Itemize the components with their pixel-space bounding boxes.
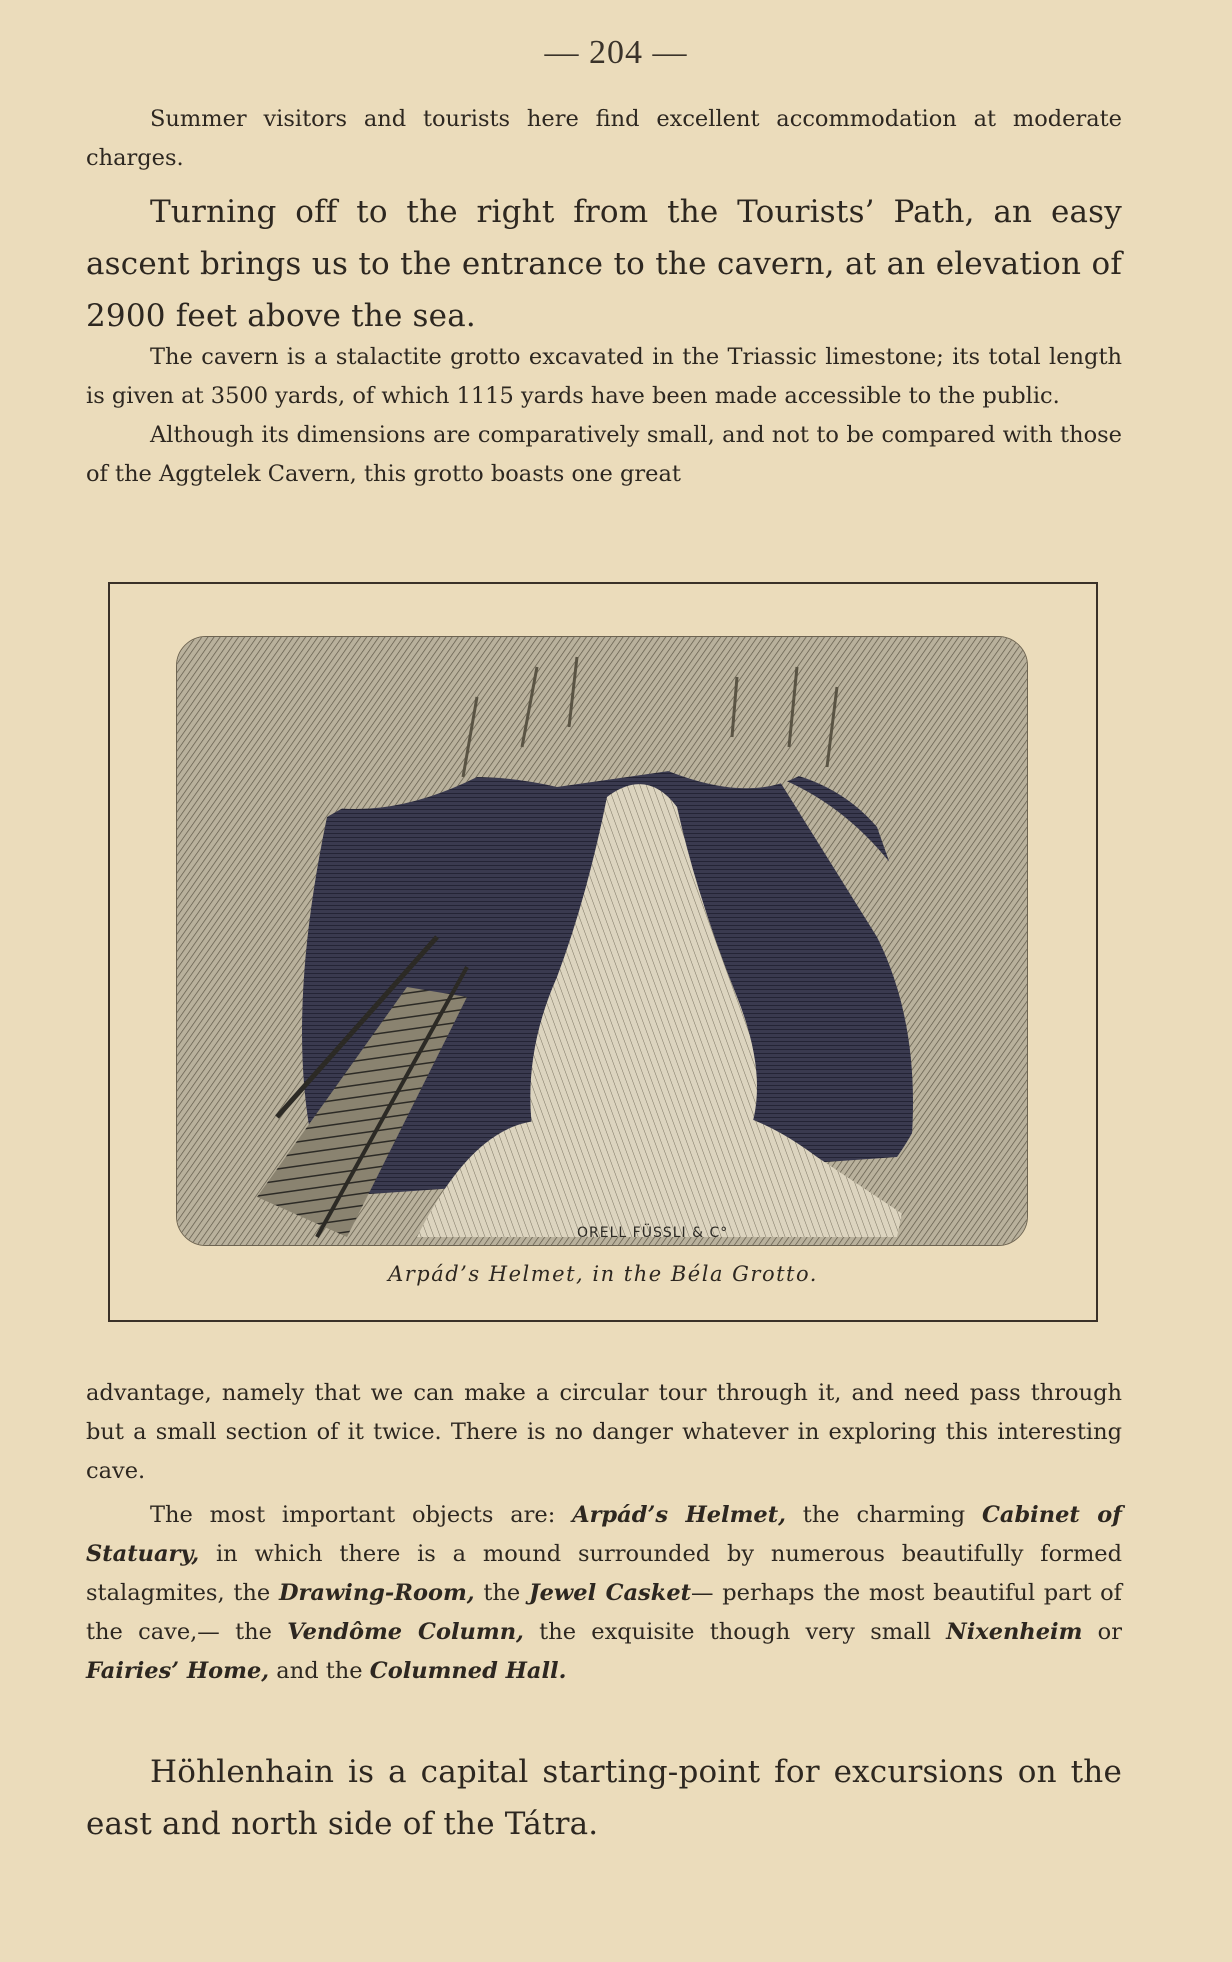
paragraph-important-objects	[86, 1496, 1122, 1691]
paragraph-text: advantage, namely that we can make a circular tour through it, and need pass through but a small section of it twice. There is no danger whatever in exploring this interesting cave.	[86, 1380, 1122, 1484]
text-run: or	[1082, 1619, 1122, 1645]
paragraph-advantage	[86, 1374, 1122, 1491]
emphasis-drawing-room: Drawing-Room,	[278, 1580, 475, 1606]
paragraph-text: Turning off to the right from the Tourists’ Path, an easy ascent brings us to the entrance to the cavern, at an elevation of 2900 feet above the sea.	[86, 194, 1122, 334]
paragraph-text: Summer visitors and tourists here find excellent accommodation at moderate charges.	[86, 106, 1122, 171]
page-number: — 204 —	[544, 34, 688, 71]
text-run: in which there is a mound surrounded by numerous beautifully formed stalagmites, the	[86, 1541, 1122, 1606]
paragraph-cavern-description	[86, 338, 1122, 494]
emphasis-nixenheim: Nixenheim	[946, 1619, 1083, 1645]
emphasis-arpads-helmet: Arpád’s Helmet,	[572, 1502, 786, 1528]
svg-text:ORELL FÜSSLI & C°: ORELL FÜSSLI & C°	[577, 1225, 729, 1241]
text-run: The most important objects are:	[150, 1502, 573, 1528]
emphasis-vendome-column: Vendôme Column,	[287, 1619, 524, 1645]
emphasis-cabinet-of-statuary: Cabinet of Statuary,	[86, 1502, 1122, 1567]
figure-caption: Arpád’s Helmet, in the Béla Grotto.	[388, 1262, 818, 1286]
text-run: the charming	[785, 1502, 982, 1528]
cave-engraving-illustration	[176, 636, 1028, 1246]
text-run: the	[474, 1580, 529, 1606]
emphasis-columned-hall: Columned Hall.	[369, 1658, 567, 1684]
paragraph-text	[86, 1496, 1122, 1691]
paragraph-text: The cavern is a stalactite grotto excavated in the Triassic limestone; its total length is given at 3500 yards, of which 1115 yards have been made accessible to the public.	[86, 344, 1122, 409]
paragraph-text: Although its dimensions are comparatively small, and not to be compared with those of the Aggtelek Cavern, this grotto boasts one great	[86, 422, 1122, 487]
paragraph-text: Höhlenhain is a capital starting-point for excursions on the east and north side of the Tátra.	[86, 1754, 1122, 1842]
paragraph-accommodation	[86, 100, 1122, 178]
paragraph-cavern-entrance	[86, 186, 1122, 342]
emphasis-fairies-home: Fairies’ Home,	[86, 1658, 270, 1684]
text-run: and the	[269, 1658, 370, 1684]
emphasis-jewel-casket: Jewel Casket	[528, 1580, 692, 1606]
text-run: the exquisite though very small	[523, 1619, 947, 1645]
text-run: — perhaps the most beautiful part of the cave,— the	[86, 1580, 1123, 1645]
paragraph-hohlenhain	[86, 1746, 1122, 1850]
